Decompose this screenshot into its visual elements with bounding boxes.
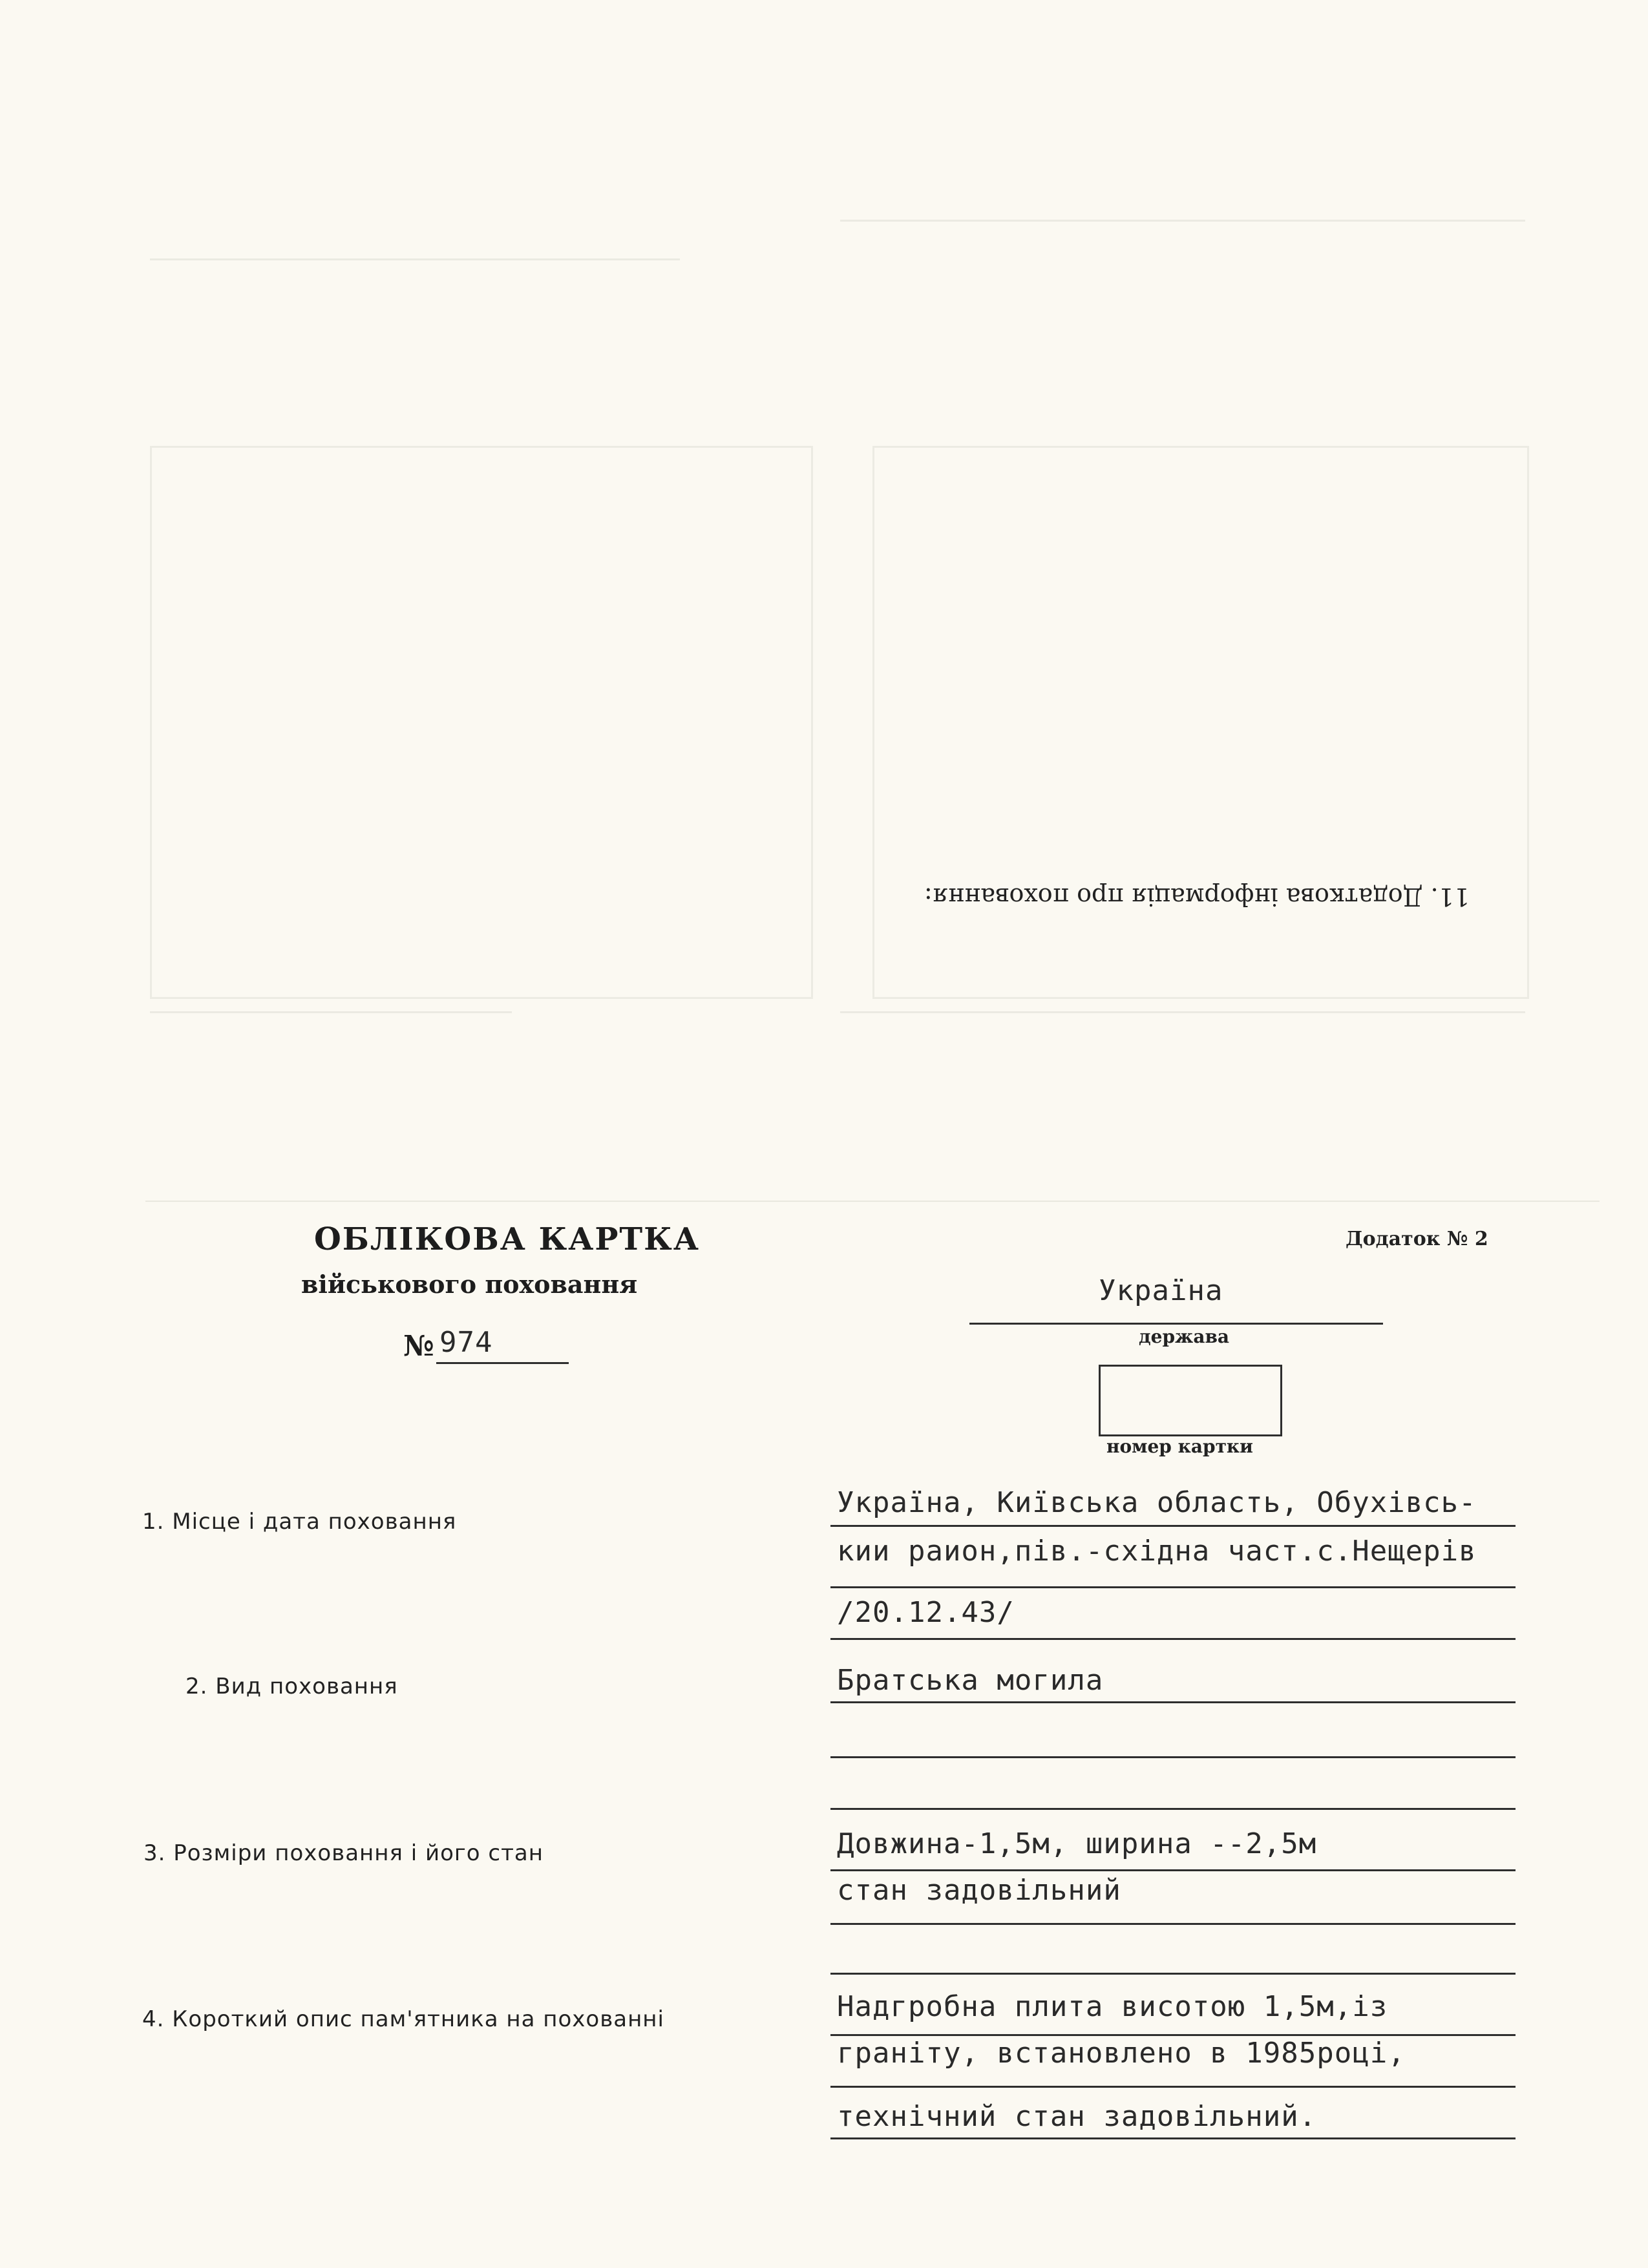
field-rule (830, 2034, 1516, 2036)
separator-line (145, 1201, 1600, 1202)
field-value-line: технічний стан задовільний. (837, 2100, 1317, 2133)
state-underline (969, 1323, 1383, 1325)
field-label-burial-place-date: 1. Місце і дата поховання (142, 1509, 457, 1535)
field-value-line: Надгробна плита висотою 1,5м,із (837, 1990, 1388, 2023)
number-prefix: № (403, 1330, 434, 1363)
bleed-through-box-right (872, 446, 1529, 999)
field-rule (830, 1869, 1516, 1871)
bleed-through-line (840, 1011, 1525, 1013)
number-value: 974 (439, 1326, 493, 1359)
field-label-burial-size-condition: 3. Розміри поховання і його стан (143, 1840, 544, 1866)
card-title: ОБЛІКОВА КАРТКА (314, 1221, 700, 1257)
card-number-caption: номер картки (1106, 1436, 1253, 1457)
field-rule (830, 1973, 1516, 1975)
field-value-line: стан задовільний (837, 1874, 1121, 1907)
field-rule (830, 1586, 1516, 1588)
field-label-burial-type: 2. Вид поховання (185, 1674, 398, 1699)
bleed-through-box-left (150, 446, 813, 999)
field-label-monument-description: 4. Короткий опис пам'ятника на похованні (142, 2006, 664, 2032)
field-rule (830, 1808, 1516, 1810)
field-rule (830, 1701, 1516, 1703)
field-value-line: Україна, Київська область, Обухівсь- (837, 1486, 1477, 1519)
field-value-line: Довжина-1,5м, ширина --2,5м (837, 1827, 1317, 1860)
field-rule (830, 2086, 1516, 2088)
number-underline (436, 1362, 569, 1364)
state-caption: держава (1139, 1326, 1230, 1347)
field-rule (830, 2137, 1516, 2139)
field-value-line: Братська могила (837, 1664, 1104, 1697)
card-subtitle: військового поховання (301, 1270, 638, 1299)
back-side-section-11-label: 11. Додаткова інформація про поховання: (924, 883, 1470, 911)
field-rule (830, 1525, 1516, 1527)
bleed-through-line (150, 1011, 512, 1013)
field-value-line: граніту, встановлено в 1985році, (837, 2037, 1406, 2070)
card-number-box (1099, 1365, 1282, 1436)
state-value: Україна (1099, 1274, 1223, 1307)
appendix-label: Додаток № 2 (1346, 1228, 1488, 1250)
field-value-line: /20.12.43/ (837, 1596, 1015, 1629)
field-rule (830, 1638, 1516, 1640)
field-rule (830, 1923, 1516, 1925)
bleed-through-line (840, 220, 1525, 222)
bleed-through-line (150, 258, 680, 260)
field-value-line: кии раион,пів.-східна част.с.Нещерів (837, 1535, 1477, 1568)
field-rule (830, 1756, 1516, 1758)
